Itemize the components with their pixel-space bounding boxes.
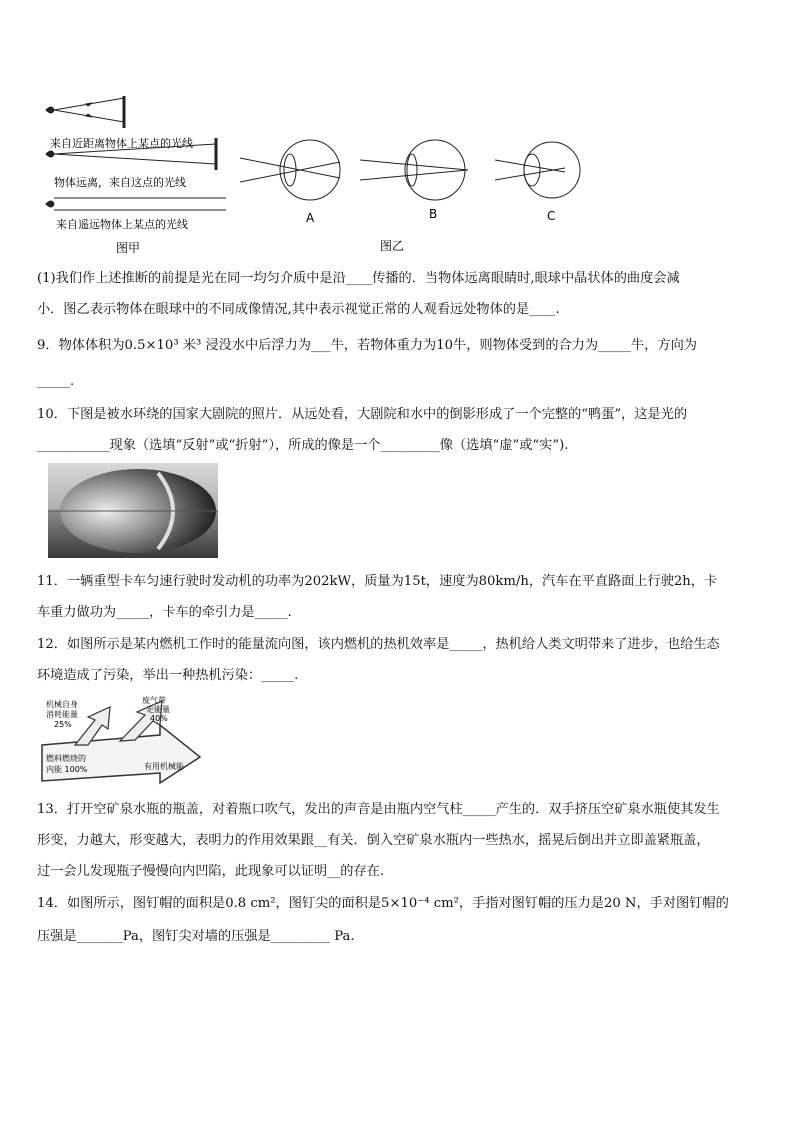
q9-line2: _____. xyxy=(37,374,75,389)
q13-line1: 13．打开空矿泉水瓶的瓶盖，对着瓶口吹气，发出的声音是由瓶内空气柱_____产生的．双手挤压空矿泉水瓶使其发生 xyxy=(37,802,720,817)
q14-line1: 14．如图所示，图钉帽的面积是0.8 cm²，图钉尖的面积是5×10⁻⁴ cm²，手指对图钉帽的压力是20 N，手对图钉帽的 xyxy=(37,896,729,911)
q12-line1: 12．如图所示是某内燃机工作时的能量流向图，该内燃机的热机效率是_____，热机给人类文明带来了进步，也给生态 xyxy=(37,637,720,652)
opera-house-photo xyxy=(48,463,218,558)
label-exhaust2: 走能量 xyxy=(146,705,170,714)
eye-model-b xyxy=(360,140,468,200)
label-farther-light: 来自遥远物体上某点的光线 xyxy=(56,218,188,231)
eye-label-a: A xyxy=(306,211,315,225)
q10-line1: 10．下图是被水环绕的国家大剧院的照片．从远处看，大剧院和水中的倒影形成了一个完整的“鸭蛋”，这是光的 xyxy=(37,407,688,422)
label-exhaust: 废气带 xyxy=(142,696,166,705)
q13-line3: 过一会儿发现瓶子慢慢向内凹陷，此现象可以证明__的存在. xyxy=(37,864,385,879)
eye-label-b: B xyxy=(429,207,438,221)
label-machine: 机械自身 xyxy=(46,700,78,709)
pct-exhaust: 40% xyxy=(150,714,168,723)
q8-line2: 小．图乙表示物体在眼球中的不同成像情况,其中表示视觉正常的人观看远处物体的是____. xyxy=(37,302,560,317)
energy-flow-image xyxy=(40,695,205,787)
eye-label-c: C xyxy=(547,209,556,223)
label-fuel2: 内能 100% xyxy=(46,765,88,774)
q10-line2: ___________现象（选填“反射”或“折射”），所成的像是一个_________像（选填“虚”或“实”). xyxy=(37,438,569,453)
q11-line1: 11．一辆重型卡车匀速行驶时发动机的功率为202kW，质量为15t，速度为80km/h，汽车在平直路面上行驶2h，卡 xyxy=(37,574,718,589)
q9-line1: 9．物体体积为0.5×10³ 米³ 浸没水中后浮力为___牛，若物体重力为10牛，则物体受到的合力为_____牛，方向为 xyxy=(37,338,697,353)
opera-house-image xyxy=(48,463,218,558)
eye-models xyxy=(230,130,590,260)
q12-line2: 环境造成了污染，举出一种热机污染：_____. xyxy=(37,668,299,683)
energy-flow-diagram xyxy=(40,695,205,787)
eye-model-c xyxy=(495,142,580,198)
q8-line1: (1)我们作上述推断的前提是光在同一均匀介质中是沿____传播的．当物体远离眼睛时,眼球中晶状体的曲度会减 xyxy=(37,271,680,286)
q13-line2: 形变，力越大，形变越大，表明力的作用效果跟__有关．倒入空矿泉水瓶内一些热水，摇晃后倒出并立即盖紧瓶盖， xyxy=(37,833,710,848)
caption-figure-a: 图甲 xyxy=(116,241,141,255)
pct-machine: 25% xyxy=(54,720,72,729)
figure-eyes xyxy=(230,130,590,260)
caption-figure-b: 图乙 xyxy=(380,239,405,253)
q14-line2: 压强是_______Pa，图钉尖对墙的压强是_________ Pa. xyxy=(37,929,355,944)
eye-icon xyxy=(46,96,124,128)
eye-model-a xyxy=(240,140,340,200)
label-machine2: 消耗能量 xyxy=(46,710,78,719)
label-near-light: 来自近距离物体上某点的光线 xyxy=(50,137,193,150)
q11-line2: 车重力做功为_____，卡车的牵引力是_____. xyxy=(37,605,292,620)
label-far-light: 物体远离，来自这点的光线 xyxy=(54,176,186,189)
label-useful: 有用机械能 xyxy=(144,762,184,771)
eye-icon xyxy=(46,198,226,210)
label-fuel: 燃料燃烧的 xyxy=(46,754,86,763)
